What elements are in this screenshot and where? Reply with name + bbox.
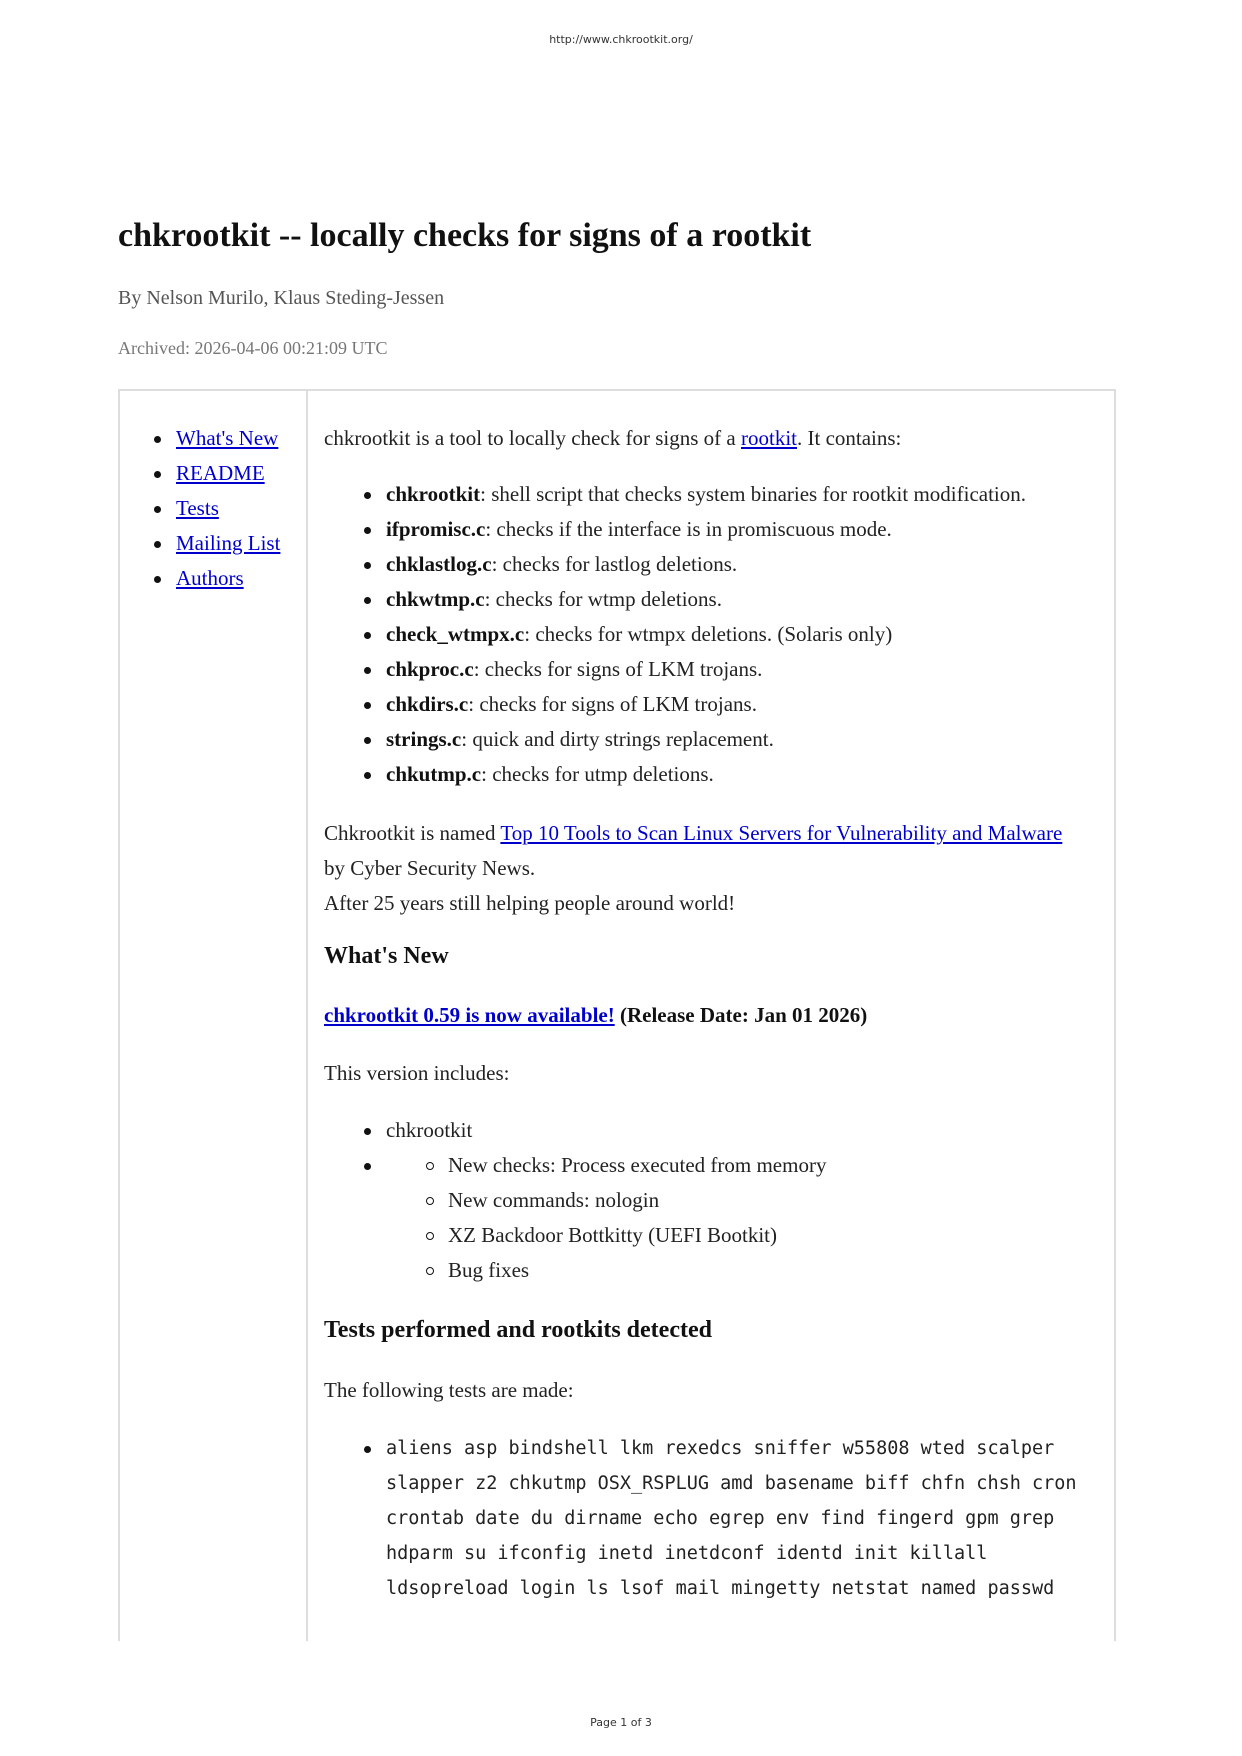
page-title: chkrootkit -- locally checks for signs of a rootkit bbox=[118, 217, 812, 254]
tests-list bbox=[324, 1431, 1086, 1606]
sublist-item: New commands: nologin bbox=[324, 1183, 826, 1218]
tool-name: chklastlog.c bbox=[386, 552, 492, 576]
tool-desc: : shell script that checks system binaries for rootkit modification. bbox=[480, 482, 1027, 506]
tool-desc: : checks for wtmpx deletions. (Solaris only) bbox=[524, 622, 893, 646]
list-item bbox=[324, 512, 1026, 547]
tool-name: strings.c bbox=[386, 727, 462, 751]
tools-list bbox=[324, 477, 1026, 792]
list-item bbox=[324, 1431, 1086, 1606]
list-item bbox=[324, 1113, 826, 1148]
tool-desc: : checks for lastlog deletions. bbox=[491, 552, 738, 576]
tests-line: slapper z2 chkutmp OSX_RSPLUG amd basename biff chfn chsh cron bbox=[386, 1473, 1077, 1494]
intro-text: chkrootkit is a tool to locally check for signs of a bbox=[324, 426, 741, 450]
nav-item-whats-new bbox=[176, 421, 286, 456]
nav-link-authors[interactable]: Authors bbox=[176, 566, 244, 590]
tool-name: chkrootkit bbox=[386, 482, 481, 506]
intro-text-end: . It contains: bbox=[797, 426, 902, 450]
side-nav bbox=[120, 391, 308, 1641]
sublist-container bbox=[324, 1148, 826, 1288]
tool-desc: : checks for utmp deletions. bbox=[481, 762, 714, 786]
sublist-item: XZ Backdoor Bottkitty (UEFI Bootkit) bbox=[324, 1218, 826, 1253]
release-sublist bbox=[324, 1148, 826, 1288]
list-item bbox=[324, 757, 1026, 792]
tool-name: ifpromisc.c bbox=[386, 517, 486, 541]
tool-desc: : quick and dirty strings replacement. bbox=[461, 727, 774, 751]
release-line bbox=[324, 998, 867, 1033]
nav-link-tests[interactable]: Tests bbox=[176, 496, 219, 520]
list-item bbox=[324, 582, 1026, 617]
tool-name: check_wtmpx.c bbox=[386, 622, 525, 646]
nav-item-readme bbox=[176, 456, 286, 491]
tool-desc: : checks for wtmp deletions. bbox=[484, 587, 722, 611]
nav-item-authors bbox=[176, 561, 286, 596]
tool-name: chkutmp.c bbox=[386, 762, 482, 786]
nav-link-whats-new[interactable]: What's New bbox=[176, 426, 279, 450]
tests-line: crontab date du dirname echo egrep env find fingerd gpm grep bbox=[386, 1508, 1055, 1529]
tool-desc: : checks for signs of LKM trojans. bbox=[468, 692, 757, 716]
byline: By Nelson Murilo, Klaus Steding-Jessen bbox=[118, 287, 445, 309]
named-paragraph bbox=[324, 816, 1062, 921]
tool-name: chkdirs.c bbox=[386, 692, 469, 716]
named-text: Chkrootkit is named bbox=[324, 821, 501, 845]
intro-paragraph bbox=[324, 421, 901, 456]
nav-item-mailing-list bbox=[176, 526, 286, 561]
nav-item-tests bbox=[176, 491, 286, 526]
list-item bbox=[324, 477, 1026, 512]
named-source: by Cyber Security News. bbox=[324, 856, 536, 880]
tests-heading: Tests performed and rootkits detected bbox=[324, 1317, 712, 1343]
includes-text: This version includes: bbox=[324, 1061, 510, 1085]
list-item bbox=[324, 652, 1026, 687]
nav-link-readme[interactable]: README bbox=[176, 461, 265, 485]
release-date: (Release Date: Jan 01 2026) bbox=[614, 1003, 868, 1027]
list-item bbox=[324, 687, 1026, 722]
named-line2: After 25 years still helping people around world! bbox=[324, 891, 736, 915]
sublist-item: New checks: Process executed from memory bbox=[324, 1148, 826, 1183]
list-item bbox=[324, 547, 1026, 582]
nav-list bbox=[176, 421, 286, 596]
tests-line: aliens asp bindshell lkm rexedcs sniffer w55808 wted scalper bbox=[386, 1438, 1055, 1459]
top10-article-link[interactable]: Top 10 Tools to Scan Linux Servers for Vulnerability and Malware bbox=[500, 821, 1063, 845]
tests-line: hdparm su ifconfig inetd inetdconf identd init killall bbox=[386, 1543, 988, 1564]
archived-timestamp: Archived: 2026-04-06 00:21:09 UTC bbox=[118, 338, 388, 358]
tool-name: chkproc.c bbox=[386, 657, 474, 681]
page-url-header: http://www.chkrootkit.org/ bbox=[549, 33, 693, 46]
tool-name: chkwtmp.c bbox=[386, 587, 485, 611]
list-item bbox=[324, 617, 1026, 652]
release-items-list bbox=[324, 1113, 826, 1288]
rootkit-link[interactable]: rootkit bbox=[741, 426, 797, 450]
content-table bbox=[118, 389, 1116, 1641]
release-link[interactable]: chkrootkit 0.59 is now available! bbox=[324, 1003, 615, 1027]
page-number-footer: Page 1 of 3 bbox=[590, 1716, 652, 1729]
release-item-label: chkrootkit bbox=[386, 1118, 473, 1142]
named-line bbox=[324, 816, 1062, 851]
nav-link-mailing-list[interactable]: Mailing List bbox=[176, 531, 281, 555]
sublist-item: Bug fixes bbox=[324, 1253, 826, 1288]
list-item bbox=[324, 722, 1026, 757]
tool-desc: : checks for signs of LKM trojans. bbox=[473, 657, 763, 681]
whats-new-heading: What's New bbox=[324, 943, 449, 969]
tests-line: ldsopreload login ls lsof mail mingetty netstat named passwd bbox=[386, 1578, 1055, 1599]
tool-desc: : checks if the interface is in promiscuous mode. bbox=[485, 517, 892, 541]
tests-intro: The following tests are made: bbox=[324, 1378, 574, 1402]
